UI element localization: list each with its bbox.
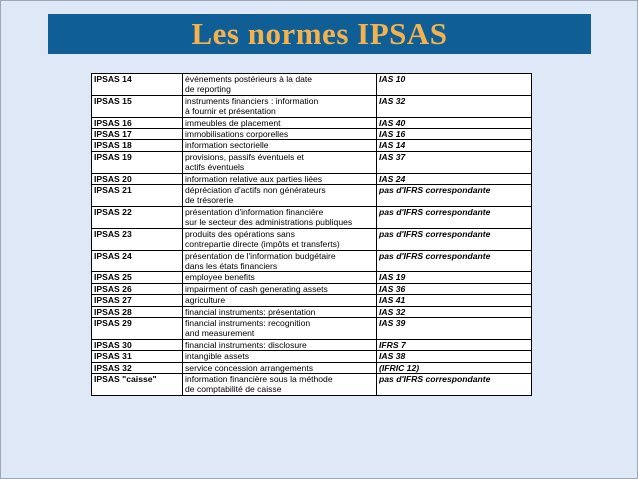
description-cell: intangible assets [183,351,377,362]
reference-cell [377,106,532,117]
table-row [92,261,532,272]
table-row [92,151,532,162]
ipsas-table-container [91,73,531,396]
code-cell: IPSAS 15 [92,95,183,106]
code-cell: IPSAS 18 [92,140,183,151]
code-cell [92,328,183,339]
description-cell: service concession arrangements [183,362,377,373]
code-cell: IPSAS 27 [92,295,183,306]
code-cell [92,261,183,272]
table-row [92,239,532,250]
description-cell: information relative aux parties liées [183,173,377,184]
ipsas-table-body [92,74,532,396]
table-row [92,206,532,217]
code-cell: IPSAS 20 [92,173,183,184]
reference-cell: pas d'IFRS correspondante [377,206,532,217]
reference-cell: IAS 39 [377,317,532,328]
table-row [92,373,532,384]
reference-cell [377,162,532,173]
description-cell: and measurement [183,328,377,339]
code-cell [92,239,183,250]
code-cell: IPSAS 32 [92,362,183,373]
table-row [92,74,532,85]
table-row [92,272,532,283]
code-cell: IPSAS 23 [92,228,183,239]
code-cell: IPSAS 25 [92,272,183,283]
code-cell: IPSAS 30 [92,339,183,350]
description-cell: à fournir et présentation [183,106,377,117]
code-cell: IPSAS 31 [92,351,183,362]
table-row [92,195,532,206]
reference-cell: IAS 36 [377,283,532,294]
reference-cell: IAS 16 [377,129,532,140]
description-cell: instruments financiers : information [183,95,377,106]
description-cell: de comptabilité de caisse [183,384,377,395]
table-row [92,95,532,106]
reference-cell: IAS 24 [377,173,532,184]
table-row [92,283,532,294]
code-cell: IPSAS 21 [92,185,183,196]
reference-cell: IAS 41 [377,295,532,306]
reference-cell: pas d'IFRS correspondante [377,228,532,239]
code-cell: IPSAS 22 [92,206,183,217]
reference-cell: IAS 32 [377,306,532,317]
description-cell: produits des opérations sans [183,228,377,239]
table-row [92,106,532,117]
table-row [92,384,532,395]
reference-cell: pas d'IFRS correspondante [377,250,532,261]
code-cell: IPSAS 29 [92,317,183,328]
code-cell [92,195,183,206]
description-cell: sur le secteur des administrations publiques [183,217,377,228]
reference-cell [377,239,532,250]
reference-cell: IAS 40 [377,117,532,128]
description-cell: dans les états financiers [183,261,377,272]
description-cell: agriculture [183,295,377,306]
code-cell: IPSAS 14 [92,74,183,85]
table-row [92,140,532,151]
description-cell: information sectorielle [183,140,377,151]
table-row [92,306,532,317]
table-row [92,295,532,306]
code-cell: IPSAS 24 [92,250,183,261]
table-row [92,173,532,184]
slide-title: Les normes IPSAS [191,16,448,51]
code-cell [92,162,183,173]
reference-cell: IAS 32 [377,95,532,106]
description-cell: financial instruments: recognition [183,317,377,328]
reference-cell: pas d'IFRS correspondante [377,373,532,384]
description-cell: financial instruments: disclosure [183,339,377,350]
reference-cell [377,217,532,228]
table-row [92,129,532,140]
title-bar [48,14,591,54]
code-cell: IPSAS 16 [92,117,183,128]
table-row [92,317,532,328]
code-cell [92,106,183,117]
reference-cell [377,84,532,95]
reference-cell [377,195,532,206]
reference-cell: IAS 10 [377,74,532,85]
description-cell: actifs éventuels [183,162,377,173]
table-row [92,328,532,339]
table-row [92,117,532,128]
description-cell: impairment of cash generating assets [183,283,377,294]
code-cell: IPSAS 19 [92,151,183,162]
description-cell: employee benefits [183,272,377,283]
table-row [92,185,532,196]
reference-cell: IAS 38 [377,351,532,362]
table-row [92,339,532,350]
code-cell: IPSAS 26 [92,283,183,294]
table-row [92,84,532,95]
description-cell: information financière sous la méthode [183,373,377,384]
code-cell [92,84,183,95]
description-cell: de trésorerie [183,195,377,206]
table-row [92,228,532,239]
description-cell: immobilisations corporelles [183,129,377,140]
description-cell: de reporting [183,84,377,95]
description-cell: provisions, passifs éventuels et [183,151,377,162]
description-cell: immeubles de placement [183,117,377,128]
ipsas-table [91,73,532,396]
code-cell [92,217,183,228]
reference-cell: pas d'IFRS correspondante [377,185,532,196]
reference-cell: (IFRIC 12) [377,362,532,373]
code-cell: IPSAS 28 [92,306,183,317]
description-cell: dépréciation d'actifs non générateurs [183,185,377,196]
table-row [92,162,532,173]
table-row [92,362,532,373]
code-cell: IPSAS 17 [92,129,183,140]
description-cell: présentation de l'information budgétaire [183,250,377,261]
description-cell: contrepartie directe (impôts et transferts) [183,239,377,250]
table-row [92,250,532,261]
reference-cell [377,328,532,339]
description-cell: événements postérieurs à la date [183,74,377,85]
code-cell [92,384,183,395]
reference-cell [377,384,532,395]
description-cell: présentation d'information financière [183,206,377,217]
reference-cell: IAS 37 [377,151,532,162]
code-cell: IPSAS "caisse" [92,373,183,384]
table-row [92,351,532,362]
table-row [92,217,532,228]
reference-cell: IFRS 7 [377,339,532,350]
reference-cell [377,261,532,272]
description-cell: financial instruments: présentation [183,306,377,317]
reference-cell: IAS 19 [377,272,532,283]
reference-cell: IAS 14 [377,140,532,151]
